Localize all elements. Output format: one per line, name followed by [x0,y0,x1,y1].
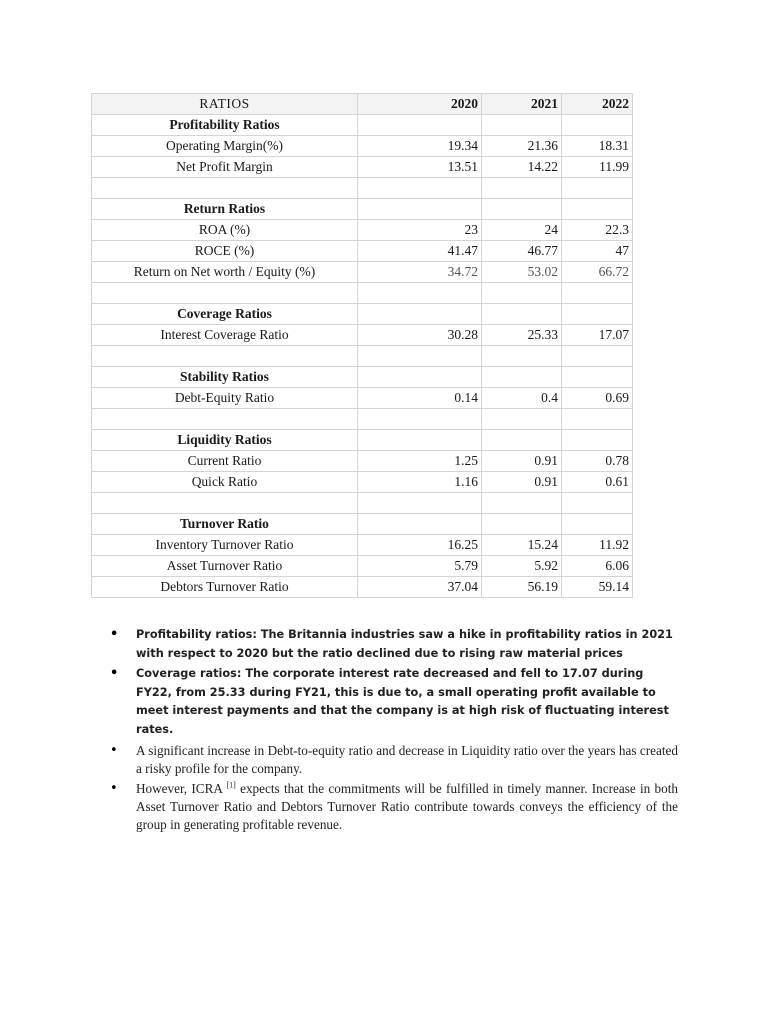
value-2020-cell: 34.72 [358,262,482,283]
ratio-name-cell: Interest Coverage Ratio [92,325,358,346]
table-row [92,157,633,178]
ratio-name-cell [92,346,358,367]
spacer-row [92,178,633,199]
value-2021-cell: 15.24 [482,535,562,556]
spacer-row [92,493,633,514]
table-row [92,220,633,241]
value-2020-cell [358,409,482,430]
table-row [92,451,633,472]
value-2021-cell: 0.91 [482,451,562,472]
value-2022-cell [562,346,633,367]
table-row [92,577,633,598]
value-2021-cell [482,304,562,325]
bullet-text: Profitability ratios: The Britannia industries saw a hike in profitability ratios in 2021 with respect to 2020 but the ratio declined due to rising raw material prices [136,628,673,660]
value-2021-cell: 46.77 [482,241,562,262]
value-2021-cell [482,346,562,367]
value-2020-cell [358,283,482,304]
table-header-row [92,94,633,115]
value-2022-cell: 0.61 [562,472,633,493]
value-2021-cell: 0.91 [482,472,562,493]
value-2021-cell: 56.19 [482,577,562,598]
table-row [92,388,633,409]
value-2022-cell [562,514,633,535]
value-2022-cell [562,304,633,325]
value-2020-cell: 41.47 [358,241,482,262]
ratio-name-cell: ROA (%) [92,220,358,241]
value-2021-cell [482,283,562,304]
value-2020-cell: 0.14 [358,388,482,409]
value-2021-cell [482,115,562,136]
section-header-row [92,430,633,451]
value-2022-cell [562,283,633,304]
value-2020-cell [358,367,482,388]
value-2022-cell [562,367,633,388]
value-2022-cell: 66.72 [562,262,633,283]
value-2020-cell [358,514,482,535]
value-2021-cell: 21.36 [482,136,562,157]
table-row [92,262,633,283]
section-header-row [92,367,633,388]
bullet-item [110,626,678,663]
value-2022-cell: 47 [562,241,633,262]
value-2022-cell: 59.14 [562,577,633,598]
value-2020-cell: 1.25 [358,451,482,472]
value-2020-cell: 23 [358,220,482,241]
value-2020-cell: 37.04 [358,577,482,598]
value-2020-cell: 16.25 [358,535,482,556]
value-2020-cell: 5.79 [358,556,482,577]
ratio-name-cell [92,178,358,199]
value-2021-cell [482,430,562,451]
spacer-row [92,409,633,430]
value-2022-cell: 22.3 [562,220,633,241]
value-2021-cell: 5.92 [482,556,562,577]
value-2020-cell: 1.16 [358,472,482,493]
ratio-name-cell: Coverage Ratios [92,304,358,325]
ratio-name-cell [92,493,358,514]
value-2022-cell: 0.78 [562,451,633,472]
bullet-item [110,665,678,739]
section-header-row [92,199,633,220]
value-2020-cell [358,493,482,514]
ratio-name-cell: Quick Ratio [92,472,358,493]
value-2022-cell: 6.06 [562,556,633,577]
header-2021: 2021 [482,94,562,115]
value-2020-cell: 13.51 [358,157,482,178]
bullet-text: A significant increase in Debt-to-equity ratio and decrease in Liquidity ratio over the years has created a risky profile for the company. [136,742,678,776]
value-2022-cell [562,430,633,451]
value-2020-cell [358,304,482,325]
citation-marker: [1] [226,780,236,790]
value-2022-cell: 11.92 [562,535,633,556]
value-2020-cell: 30.28 [358,325,482,346]
value-2021-cell: 14.22 [482,157,562,178]
ratio-name-cell: Return on Net worth / Equity (%) [92,262,358,283]
value-2022-cell: 11.99 [562,157,633,178]
bullet-text: expects that the commitments will be fulfilled in timely manner. Increase in both Asset Turnover Ratio and Debtors Turnover Ratio contribute towards conveys the efficiency of the group in generating profitable revenue. [136,780,678,832]
ratio-name-cell: Operating Margin(%) [92,136,358,157]
bullet-text: Coverage ratios: The corporate interest rate decreased and fell to 17.07 during FY22, from 25.33 during FY21, this is due to, a small operating profit available to meet interest payments and that the company is at high risk of fluctuating interest rates. [136,667,669,736]
spacer-row [92,283,633,304]
ratio-name-cell [92,409,358,430]
value-2022-cell: 17.07 [562,325,633,346]
value-2020-cell [358,178,482,199]
value-2021-cell: 24 [482,220,562,241]
ratio-name-cell: Debtors Turnover Ratio [92,577,358,598]
value-2020-cell: 19.34 [358,136,482,157]
value-2021-cell: 25.33 [482,325,562,346]
bullet-text: However, ICRA [136,780,227,796]
value-2022-cell [562,199,633,220]
ratio-name-cell: Net Profit Margin [92,157,358,178]
value-2021-cell [482,178,562,199]
spacer-row [92,346,633,367]
ratio-name-cell: Debt-Equity Ratio [92,388,358,409]
table-row [92,556,633,577]
value-2020-cell [358,115,482,136]
value-2021-cell [482,514,562,535]
bullet-item [110,780,678,834]
value-2021-cell [482,367,562,388]
value-2021-cell: 53.02 [482,262,562,283]
ratio-name-cell: Return Ratios [92,199,358,220]
table-row [92,241,633,262]
section-header-row [92,115,633,136]
ratio-name-cell [92,283,358,304]
ratio-name-cell: Inventory Turnover Ratio [92,535,358,556]
bullet-item [110,742,678,778]
table-row [92,136,633,157]
header-2022: 2022 [562,94,633,115]
ratio-name-cell: Profitability Ratios [92,115,358,136]
ratio-name-cell: Liquidity Ratios [92,430,358,451]
value-2020-cell [358,430,482,451]
ratios-table [91,93,633,598]
header-ratios: RATIOS [92,94,358,115]
table-row [92,535,633,556]
ratio-name-cell: Stability Ratios [92,367,358,388]
table-row [92,325,633,346]
section-header-row [92,304,633,325]
ratio-name-cell: ROCE (%) [92,241,358,262]
ratio-name-cell: Turnover Ratio [92,514,358,535]
analysis-notes [110,626,678,836]
table-body [92,115,633,598]
value-2020-cell [358,199,482,220]
value-2021-cell [482,409,562,430]
value-2022-cell [562,115,633,136]
value-2021-cell [482,199,562,220]
value-2022-cell: 18.31 [562,136,633,157]
value-2021-cell: 0.4 [482,388,562,409]
value-2022-cell: 0.69 [562,388,633,409]
value-2022-cell [562,178,633,199]
ratio-name-cell: Current Ratio [92,451,358,472]
table-row [92,472,633,493]
ratio-name-cell: Asset Turnover Ratio [92,556,358,577]
value-2022-cell [562,493,633,514]
header-2020: 2020 [358,94,482,115]
value-2022-cell [562,409,633,430]
value-2021-cell [482,493,562,514]
value-2020-cell [358,346,482,367]
section-header-row [92,514,633,535]
